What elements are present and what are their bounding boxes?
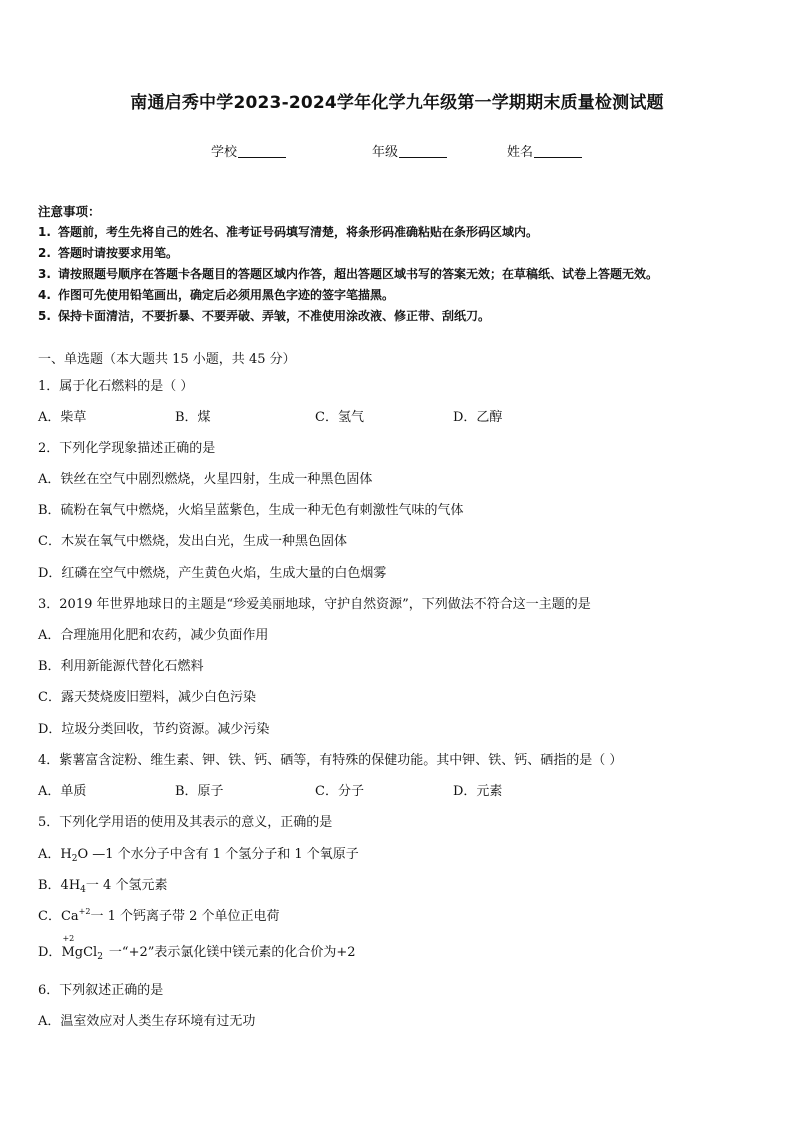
q4-option-b[interactable]: B．原子 bbox=[175, 784, 224, 799]
q1-option-b[interactable]: B．煤 bbox=[175, 410, 211, 425]
name-blank[interactable] bbox=[534, 144, 582, 158]
q5-option-b[interactable]: B．$4H_4$一 4 个氢元素 bbox=[38, 878, 168, 895]
question-5-stem: 5．下列化学用语的使用及其表示的意义，正确的是 bbox=[38, 815, 333, 830]
q1-option-d[interactable]: D．乙醇 bbox=[453, 410, 503, 425]
grade-field bbox=[372, 141, 447, 160]
q4-option-c[interactable]: C．分子 bbox=[315, 784, 364, 799]
q2-option-b[interactable]: B．硫粉在氧气中燃烧，火焰呈蓝紫色，生成一种无色有刺激性气味的气体 bbox=[38, 503, 464, 518]
section-title: 一、单选题（本大题共 15 小题，共 45 分） bbox=[38, 352, 296, 367]
q2-option-c[interactable]: C．木炭在氧气中燃烧，发出白光，生成一种黑色固体 bbox=[38, 534, 347, 549]
school-label: 学校 bbox=[211, 145, 238, 160]
question-6-stem: 6．下列叙述正确的是 bbox=[38, 983, 164, 998]
question-1-stem: 1．属于化石燃料的是（ ） bbox=[38, 379, 194, 394]
q2-option-d[interactable]: D．红磷在空气中燃烧，产生黄色火焰，生成大量的白色烟雾 bbox=[38, 566, 387, 581]
grade-blank[interactable] bbox=[399, 144, 447, 158]
note-item: 1. 答题前，考生先将自己的姓名、准考证号码填写清楚，将条形码准确粘贴在条形码区域内。 bbox=[38, 225, 539, 239]
name-label: 姓名 bbox=[507, 145, 534, 160]
note-item: 3. 请按照题号顺序在答题卡各题目的答题区域内作答，超出答题区域书写的答案无效；在草稿纸、试卷上答题无效。 bbox=[38, 267, 659, 281]
q3-option-d[interactable]: D．垃圾分类回收，节约资源。减少污染 bbox=[38, 722, 270, 737]
note-item: 2. 答题时请按要求用笔。 bbox=[38, 246, 179, 260]
note-item: 5. 保持卡面清洁，不要折暴、不要弄破、弄皱，不准使用涂改液、修正带、刮纸刀。 bbox=[38, 309, 491, 323]
grade-label: 年级 bbox=[372, 145, 399, 160]
q3-option-c[interactable]: C．露天焚烧废旧塑料，减少白色污染 bbox=[38, 690, 256, 705]
q1-option-c[interactable]: C．氢气 bbox=[315, 410, 364, 425]
q3-option-b[interactable]: B．利用新能源代替化石燃料 bbox=[38, 659, 204, 674]
exam-title: 南通启秀中学2023-2024学年化学九年级第一学期期末质量检测试题 bbox=[130, 93, 664, 113]
school-field bbox=[211, 141, 286, 160]
note-item: 4. 作图可先使用铅笔画出，确定后必须用黑色字迹的签字笔描黑。 bbox=[38, 288, 395, 302]
question-4-stem: 4．紫薯富含淀粉、维生素、钾、铁、钙、硒等，有特殊的保健功能。其中钾、铁、钙、硒指的是（ ） bbox=[38, 753, 623, 768]
q6-option-a[interactable]: A．温室效应对人类生存环境有过无功 bbox=[38, 1014, 256, 1029]
q2-option-a[interactable]: A．铁丝在空气中剧烈燃烧，火星四射，生成一种黑色固体 bbox=[38, 472, 373, 487]
q5-option-c[interactable]: C．$Ca^{+2}$一 1 个钙离子带 2 个单位正电荷 bbox=[38, 907, 280, 924]
valence-formula: +2 M bbox=[61, 934, 75, 960]
q1-option-a[interactable]: A．柴草 bbox=[38, 410, 87, 425]
notes-heading: 注意事项： bbox=[38, 204, 101, 219]
q3-option-a[interactable]: A．合理施用化肥和农药，减少负面作用 bbox=[38, 628, 269, 643]
name-field bbox=[507, 141, 582, 160]
question-3-stem: 3．2019 年世界地球日的主题是“珍爱美丽地球，守护自然资源”，下列做法不符合这一主题的是 bbox=[38, 597, 591, 612]
question-2-stem: 2．下列化学现象描述正确的是 bbox=[38, 441, 216, 456]
q5-option-a[interactable]: A．$H_2O$ —1 个水分子中含有 1 个氢分子和 1 个氧原子 bbox=[38, 847, 359, 864]
school-blank[interactable] bbox=[238, 144, 286, 158]
q5-option-d[interactable]: D． +2 MgCl$_2$ 一“+2”表示氯化镁中镁元素的化合价为+2 bbox=[38, 934, 356, 962]
q4-option-a[interactable]: A．单质 bbox=[38, 784, 87, 799]
q4-option-d[interactable]: D．元素 bbox=[453, 784, 503, 799]
